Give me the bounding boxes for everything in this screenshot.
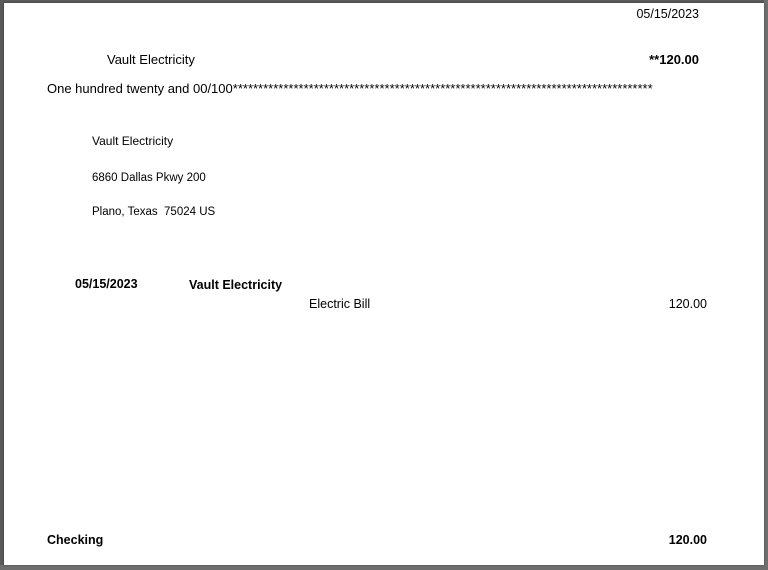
stub-date: 05/15/2023 <box>75 277 138 291</box>
footer-account-label: Checking <box>47 533 104 547</box>
stub-line-amount: 120.00 <box>668 297 707 311</box>
check-document-page <box>4 3 764 565</box>
check-amount-numeric: **120.00 <box>649 52 699 67</box>
payee-address-block <box>92 113 215 242</box>
check-date: 05/15/2023 <box>636 7 699 21</box>
payee-address-line-2: 6860 Dallas Pkwy 200 <box>92 171 206 184</box>
amount-words-text: One hundred twenty and 00/100 <box>47 81 233 96</box>
footer-account-total: 120.00 <box>668 533 707 547</box>
payee-address-line-3: Plano, Texas 75024 US <box>92 206 216 218</box>
window-edge-bottom <box>0 565 768 570</box>
stub-payee-name: Vault Electricity <box>189 278 283 292</box>
window-edge-right <box>764 0 768 570</box>
check-amount-in-words <box>47 81 707 96</box>
stub-line-description: Electric Bill <box>309 297 371 311</box>
check-payee-name: Vault Electricity <box>107 52 195 67</box>
amount-words-filler: *********************************************************************************** <box>232 81 653 96</box>
payee-address-line-1: Vault Electricity <box>92 134 174 148</box>
